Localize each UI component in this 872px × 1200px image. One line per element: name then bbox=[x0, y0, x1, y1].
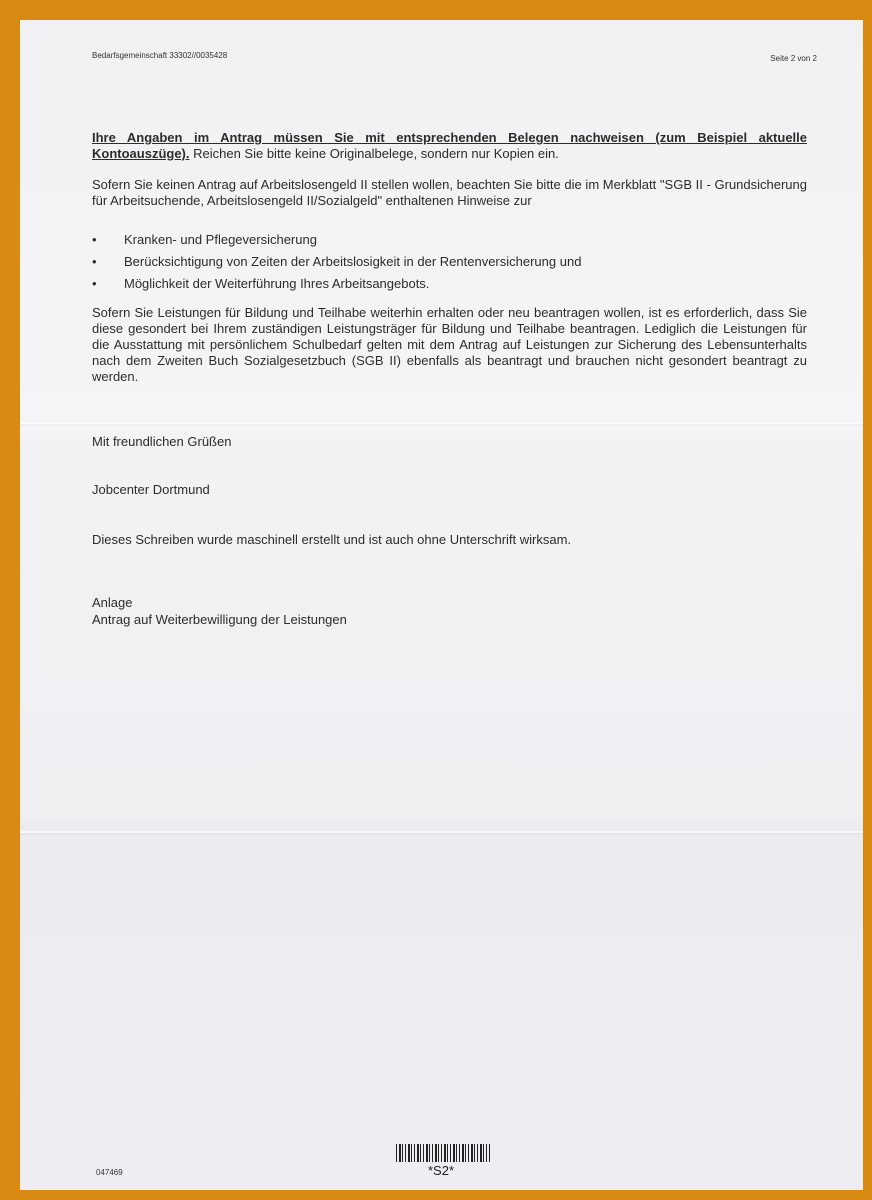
document-frame bbox=[10, 10, 862, 1190]
paragraph-education: Sofern Sie Leistungen für Bildung und Teilhabe weiterhin erhalten oder neu beantragen wollen, ist es erforderlich, dass Sie diese gesondert bei Ihrem zuständigen Leistungsträger für Bildung und Teilhabe beantragen. Lediglich die Leistungen für die Ausstattung mit persönlichem Schulbedarf gelten mit dem Antrag auf Leistungen zur Sicherung des Lebensunterhalts nach dem Zweiten Buch Sozialgesetzbuch (SGB II) ebenfalls als beantragt und brauchen nicht gesondert beantragt zu werden. bbox=[92, 305, 807, 384]
bullet-text: Berücksichtigung von Zeiten der Arbeitslosigkeit in der Rentenversicherung und bbox=[124, 254, 582, 269]
bullet-icon: • bbox=[92, 276, 97, 291]
paragraph-documents bbox=[92, 130, 807, 162]
closing-greeting: Mit freundlichen Grüßen bbox=[92, 434, 232, 449]
attachment-item: Antrag auf Weiterbewilligung der Leistungen bbox=[92, 612, 347, 627]
page-indicator: Seite 2 von 2 bbox=[770, 54, 817, 63]
barcode bbox=[396, 1144, 490, 1162]
bullet-text: Kranken- und Pflegeversicherung bbox=[124, 232, 317, 247]
reference-number: Bedarfsgemeinschaft 33302//0035428 bbox=[92, 51, 228, 60]
bullet-icon: • bbox=[92, 232, 97, 247]
paragraph-notice: Sofern Sie keinen Antrag auf Arbeitslosengeld II stellen wollen, beachten Sie bitte die im Merkblatt "SGB II - Grundsicherung für Arbeitsuchende, Arbeitslosengeld II/Sozialgeld" enthaltenen Hinweise zur bbox=[92, 177, 807, 208]
letter-page bbox=[20, 20, 863, 1190]
bullet-list bbox=[92, 232, 807, 298]
paper-fold bbox=[20, 831, 863, 833]
machine-note: Dieses Schreiben wurde maschinell erstellt und ist auch ohne Unterschrift wirksam. bbox=[92, 532, 572, 547]
bullet-item bbox=[92, 254, 807, 276]
barcode-label: *S2* bbox=[428, 1163, 455, 1178]
paper-fold bbox=[20, 422, 863, 424]
bullet-item bbox=[92, 276, 807, 298]
sender-name: Jobcenter Dortmund bbox=[92, 482, 210, 497]
bullet-text: Möglichkeit der Weiterführung Ihres Arbeitsangebots. bbox=[124, 276, 430, 291]
bullet-icon: • bbox=[92, 254, 97, 269]
footer-code: 047469 bbox=[96, 1168, 123, 1177]
paragraph-documents-rest: Reichen Sie bitte keine Originalbelege, sondern nur Kopien ein. bbox=[189, 146, 559, 161]
paragraph-documents-bold: Ihre Angaben im Antrag müssen Sie mit entsprechenden Belegen nachweisen (zum Beispiel aktuelle Kontoauszüge). bbox=[92, 130, 807, 161]
attachment-label: Anlage bbox=[92, 595, 133, 610]
bullet-item bbox=[92, 232, 807, 254]
